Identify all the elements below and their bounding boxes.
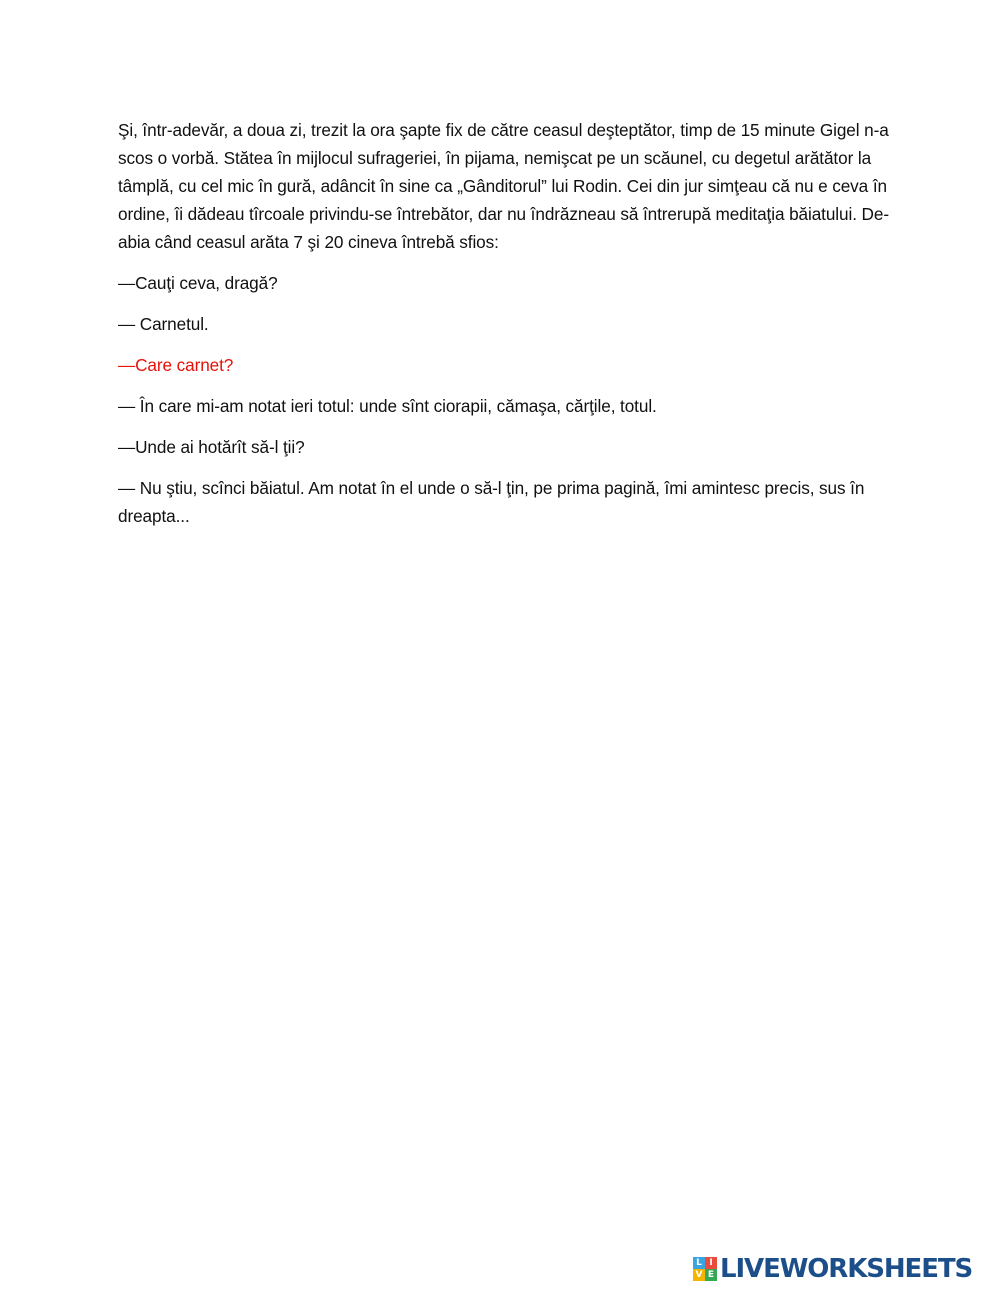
dialogue-line-2: — Carnetul. — [118, 314, 209, 334]
liveworksheets-brand — [693, 1253, 972, 1285]
dialogue-line-3-highlighted: —Care carnet? — [118, 355, 234, 375]
logo-letter: I — [705, 1257, 717, 1269]
dialogue-line-1: —Cauţi ceva, dragă? — [118, 273, 278, 293]
logo-letter: E — [705, 1269, 717, 1281]
paragraph-narration: Şi, într-adevăr, a doua zi, trezit la ora şapte fix de către ceasul deşteptător, timp de 15 minute Gigel n-a scos o vorbă. Stătea în mijlocul sufrageriei, în pijama, nemişcat pe un scăunel, cu degetul arătător la tâmplă, cu cel mic în gură, adâncit în sine ca „Gânditorul” lui Rodin. Cei din jur simţeau că nu e ceva în ordine, îi dădeau tîrcoale privindu-se întrebător, dar nu îndrăzneau să întrerupă meditaţia băiatului. De-abia când ceasul arăta 7 şi 20 cineva întrebă sfios: — [118, 120, 889, 252]
dialogue-line-5: —Unde ai hotărît să-l ţii? — [118, 437, 305, 457]
document-body — [118, 116, 890, 543]
dialogue-line-4: — În care mi-am notat ieri totul: unde sînt ciorapii, cămaşa, cărţile, totul. — [118, 396, 657, 416]
logo-letter: L — [693, 1257, 705, 1269]
dialogue-line-6: — Nu ştiu, scînci băiatul. Am notat în el unde o să-l ţin, pe prima pagină, îmi amintesc precis, sus în dreapta... — [118, 478, 865, 526]
brand-name: LIVEWORKSHEETS — [720, 1254, 973, 1284]
logo-letter: V — [693, 1269, 705, 1281]
liveworksheets-logo-icon — [693, 1257, 717, 1281]
